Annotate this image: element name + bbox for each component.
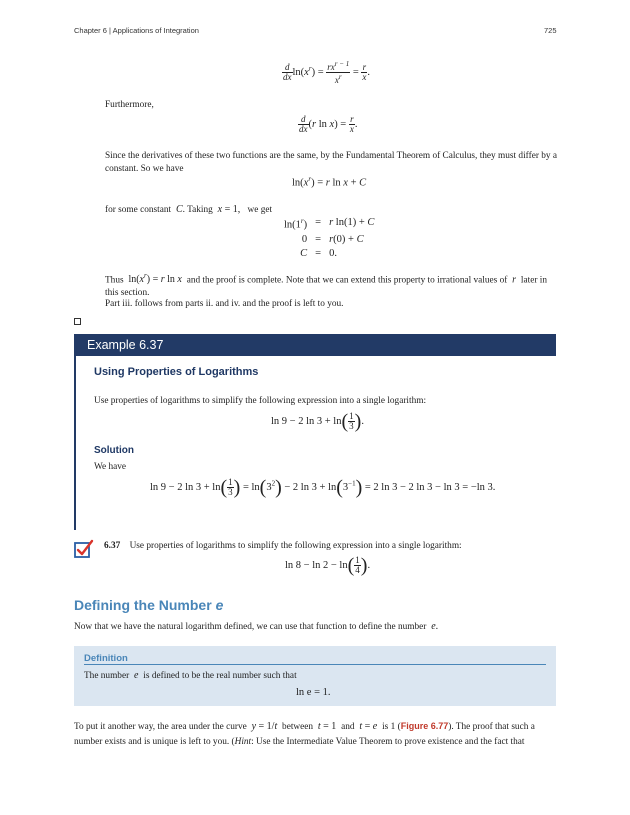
and-text: and	[341, 722, 355, 732]
solution-label: Solution	[94, 445, 134, 456]
for-some-constant-line	[105, 203, 272, 217]
exercise-checkmark-icon	[74, 539, 94, 559]
r-variable: r	[509, 274, 519, 286]
example-left-rule	[74, 334, 76, 530]
part-iii-text: Part iii. follows from parts ii. and iv. and the proof is left to you.	[105, 299, 344, 309]
aligned-equations: ln(1$^r$) = r ln(1) + C 0 = r(0) + C C = 0.	[284, 217, 375, 259]
we-get-text: we get	[247, 205, 273, 215]
exercise-line	[104, 540, 462, 553]
exercise-number: 6.37	[104, 541, 121, 551]
section-title	[74, 597, 223, 613]
definition-label: Definition	[84, 653, 128, 664]
exercise-expression: ln 8 − ln 2 − ln( $\frac{1}{4}$ ).	[285, 554, 371, 577]
definition-text: The number	[84, 671, 130, 681]
section-intro-text: Now that we have the natural logarithm defined, we can use that function to define the number	[74, 622, 427, 632]
between-text: between	[282, 722, 314, 732]
chapter-header: Chapter 6 | Applications of Integration	[74, 26, 199, 35]
derivative-equation-2: $\frac{d}{dx}$ (r ln x) = $\frac{r}{x}$ .	[299, 114, 358, 134]
solution-equation: ln 9 − 2 ln 3 + ln( $\frac{1}{3}$ ) = $\ln(3^2) - 2$ $\ln 3 + \ln(3^{-1}) = 2$ ln 3 − 2 ln 3 − ln 3 = −ln 3.	[150, 476, 496, 499]
definition-equation: ln e = 1.	[296, 687, 331, 698]
example-expression: ln 9 − 2 ln 3 + ln( $\frac{1}{3}$ ).	[271, 410, 364, 433]
thus-paragraph	[105, 270, 557, 300]
closing-text-2: ). The proof that such	[448, 722, 529, 732]
thus-equation: $\ln(x^r) = r$ ln x	[128, 272, 185, 286]
derivative-equation-1: $\frac{d}{dx}$ $\ln(x^r)$ = $\frac{rx^{r - 1}}{x^r}$ = $\frac{r}{x}$ .	[283, 60, 370, 85]
taking-text: . Taking	[182, 205, 213, 215]
definition-rule	[84, 664, 546, 665]
definition-box	[74, 646, 556, 706]
page-number: 725	[544, 26, 557, 35]
t-equals-e: t = e	[356, 721, 380, 732]
is-one-text: is 1	[382, 722, 396, 732]
section-title-var: e	[215, 597, 224, 613]
we-have-text: We have	[94, 462, 127, 472]
qed-square-icon	[74, 318, 81, 325]
since-paragraph: Since the derivatives of these two functions are the same, by the Fundamental Theorem of Calculus, they must differ by a constant. So we have	[105, 151, 557, 174]
thus-text: Thus	[105, 275, 124, 286]
example-header-bar	[74, 334, 556, 356]
hint-text: Hint	[234, 737, 252, 747]
constant-c: C	[173, 204, 183, 215]
e-variable: e.	[428, 621, 439, 632]
section-title-text: Defining the Number	[74, 597, 212, 613]
closing-text-4: : Use the Intermediate Value Theorem to prove existence and the fact that	[251, 737, 525, 747]
x-equals-one: x = 1,	[215, 204, 241, 215]
figure-link[interactable]: Figure 6.77	[400, 721, 449, 731]
definition-text-rest: is defined to be the real number such that	[143, 671, 297, 681]
closing-paragraph	[74, 719, 556, 750]
furthermore-text: Furthermore,	[105, 100, 154, 110]
example-label: Example 6.37	[87, 338, 164, 352]
example-prompt: Use properties of logarithms to simplify the following expression into a single logarithm:	[94, 396, 427, 406]
for-some-text: for some constant	[105, 205, 172, 215]
example-title: Using Properties of Logarithms	[94, 366, 259, 378]
later-text: later in this section.	[105, 275, 547, 299]
log-constant-equation: $\ln(x^r) = r$ ln x + C	[292, 175, 367, 189]
exercise-prompt: Use properties of logarithms to simplify the following expression into a single logarithm:	[129, 541, 462, 551]
section-intro	[74, 620, 438, 634]
open-paren: (	[397, 722, 401, 732]
t-equals-one: t = 1	[315, 721, 337, 732]
definition-e: e	[131, 670, 141, 681]
definition-text-line	[84, 669, 297, 683]
curve-equation: y = 1/t	[249, 721, 280, 732]
closing-text-1: To put it another way, the area under the curve	[74, 722, 247, 732]
thus-rest-text: and the proof is complete. Note that we can extend this property to irrational values of	[186, 275, 508, 286]
closing-text-3: a number exists and is unique is left to you. (	[74, 722, 535, 747]
